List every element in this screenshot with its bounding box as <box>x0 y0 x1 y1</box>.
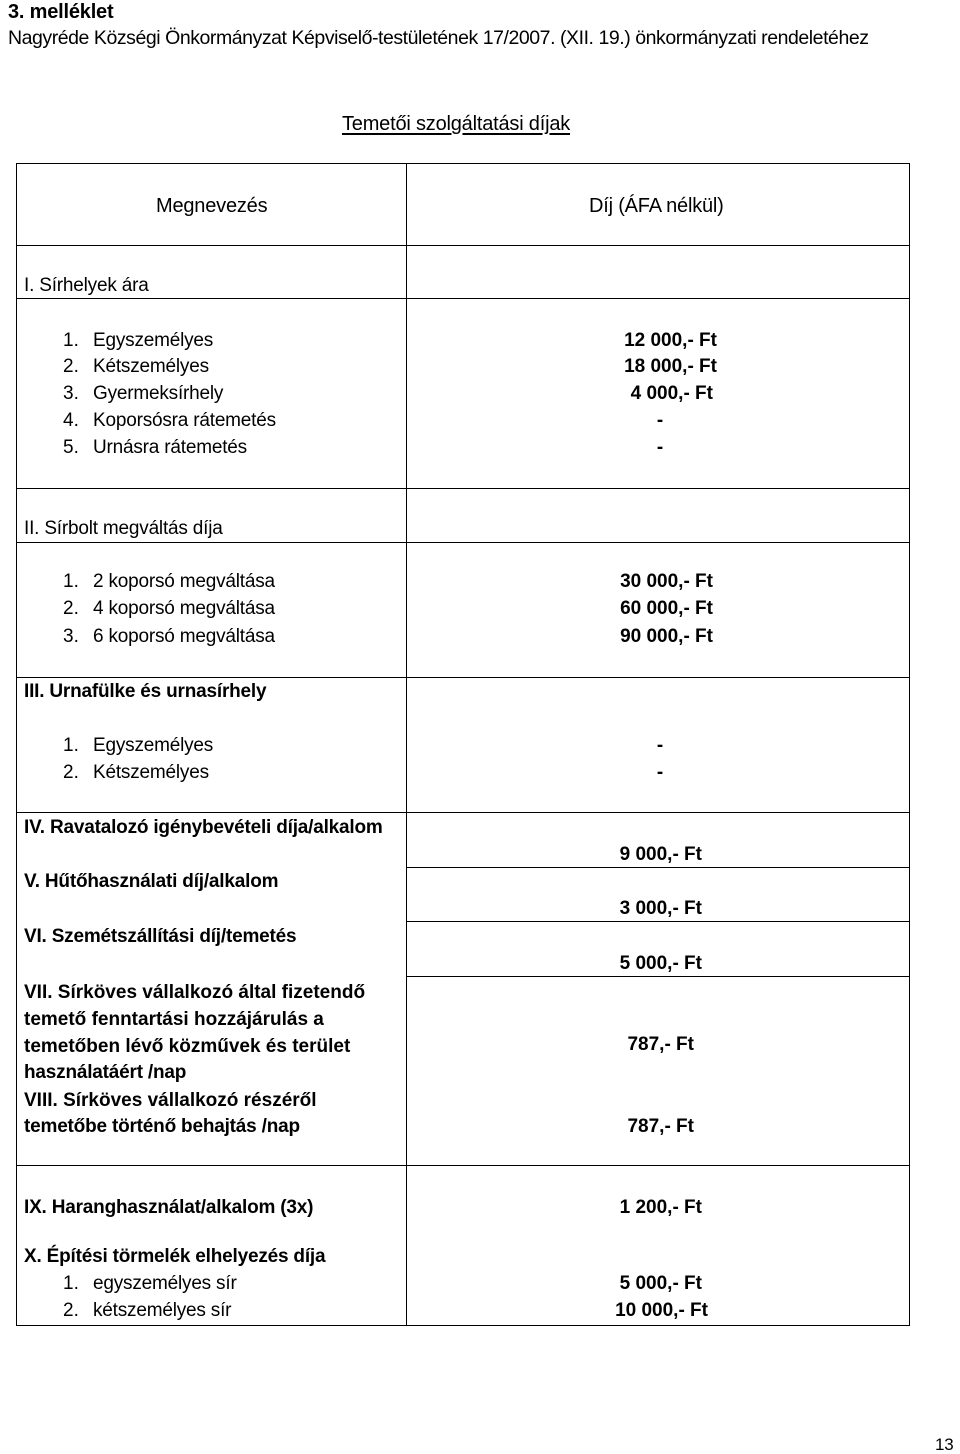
item-number: 2. <box>63 762 79 783</box>
table-border-right <box>909 163 910 1326</box>
table-border-left <box>16 163 17 1326</box>
item-number: 2. <box>63 1300 79 1321</box>
section-text-line: temetőben lévő közművek és terület <box>24 1036 351 1057</box>
table-border-bottom <box>16 1325 910 1326</box>
item-number: 1. <box>63 571 79 592</box>
item-label: kétszemélyes sír <box>93 1300 232 1321</box>
table-divider <box>16 298 910 299</box>
item-label: Kétszemélyes <box>93 356 209 377</box>
item-number: 2. <box>63 598 79 619</box>
item-fee: 5 000,- Ft <box>619 953 702 974</box>
item-fee: 9 000,- Ft <box>619 844 702 865</box>
item-number: 3. <box>63 626 79 647</box>
item-fee: 4 000,- Ft <box>630 383 713 404</box>
item-number: 4. <box>63 410 79 431</box>
table-divider <box>16 1165 910 1166</box>
section-title: VI. Szemétszállítási díj/temetés <box>24 926 297 947</box>
item-fee: 18 000,- Ft <box>624 356 717 377</box>
item-label: 2 koporsó megváltása <box>93 571 275 592</box>
item-fee: 3 000,- Ft <box>619 898 702 919</box>
section-text-line: temetőbe történő behajtás /nap <box>24 1116 300 1137</box>
column-header-name: Megnevezés <box>156 195 268 217</box>
item-fee: 12 000,- Ft <box>624 330 717 351</box>
section-title: III. Urnafülke és urnasírhely <box>24 681 267 702</box>
table-border-top <box>16 163 910 164</box>
item-number: 1. <box>63 735 79 756</box>
annex-label: 3. melléklet <box>8 1 114 23</box>
item-fee: 90 000,- Ft <box>620 626 713 647</box>
item-label: Gyermeksírhely <box>93 383 224 404</box>
table-divider <box>16 488 910 489</box>
document-subtitle: Nagyréde Községi Önkormányzat Képviselő-testületének 17/2007. (XII. 19.) önkormányzati rendeletéhez <box>8 27 869 49</box>
item-number: 3. <box>63 383 79 404</box>
section-text-line: temető fenntartási hozzájárulás a <box>24 1009 324 1030</box>
section-text-line: VII. Sírköves vállalkozó által fizetendő <box>24 982 366 1003</box>
page-number: 13 <box>935 1435 954 1454</box>
item-number: 2. <box>63 356 79 377</box>
section-title: IX. Haranghasználat/alkalom (3x) <box>24 1197 314 1218</box>
item-fee: 30 000,- Ft <box>620 571 713 592</box>
page-title: Temetői szolgáltatási díjak <box>342 113 571 135</box>
item-number: 1. <box>63 330 79 351</box>
table-divider <box>16 542 910 543</box>
section-title: I. Sírhelyek ára <box>24 275 149 296</box>
item-label: Egyszemélyes <box>93 330 214 351</box>
section-text-line: VIII. Sírköves vállalkozó részéről <box>24 1090 317 1111</box>
item-fee: - <box>656 410 664 431</box>
section-text-line: használatáért /nap <box>24 1062 187 1083</box>
item-fee: - <box>656 735 664 756</box>
item-label: Urnásra rátemetés <box>93 437 247 458</box>
item-fee: 1 200,- Ft <box>619 1197 702 1218</box>
item-number: 5. <box>63 437 79 458</box>
section-title: V. Hűtőhasználati díj/alkalom <box>24 871 279 892</box>
item-fee: - <box>656 437 664 458</box>
item-label: Kétszemélyes <box>93 762 209 783</box>
item-label: Koporsósra rátemetés <box>93 410 276 431</box>
section-title: X. Építési törmelék elhelyezés díja <box>24 1246 326 1267</box>
item-label: 4 koporsó megváltása <box>93 598 275 619</box>
item-number: 1. <box>63 1273 79 1294</box>
table-divider <box>16 677 910 678</box>
table-column-divider <box>406 163 407 1326</box>
section-title: IV. Ravatalozó igénybevételi díja/alkalom <box>24 817 383 838</box>
table-divider <box>16 812 910 813</box>
item-fee: 787,- Ft <box>627 1034 694 1055</box>
table-divider <box>16 245 910 246</box>
column-header-fee: Díj (ÁFA nélkül) <box>589 195 724 217</box>
item-fee: - <box>656 762 664 783</box>
item-fee: 10 000,- Ft <box>615 1300 708 1321</box>
item-fee: 5 000,- Ft <box>619 1273 702 1294</box>
item-fee: 60 000,- Ft <box>620 598 713 619</box>
item-label: Egyszemélyes <box>93 735 214 756</box>
section-title: II. Sírbolt megváltás díja <box>24 518 223 539</box>
item-label: egyszemélyes sír <box>93 1273 237 1294</box>
item-label: 6 koporsó megváltása <box>93 626 275 647</box>
item-fee: 787,- Ft <box>627 1116 694 1137</box>
